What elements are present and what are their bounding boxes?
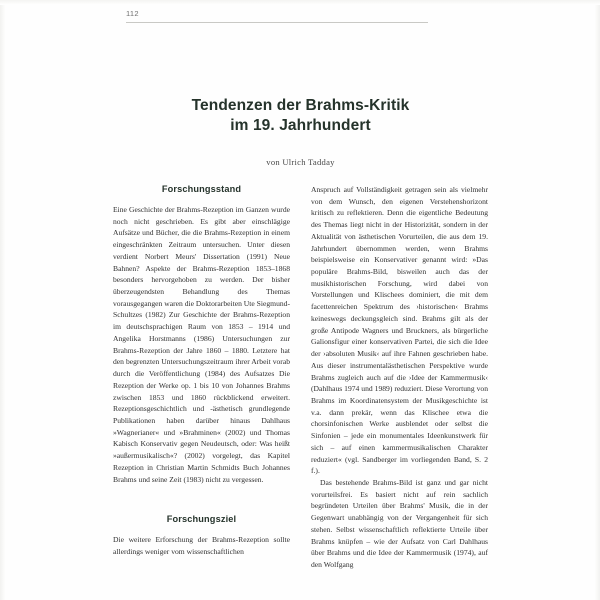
- title-block: [113, 96, 488, 167]
- column-right: [311, 184, 488, 571]
- paragraph: Die weitere Erforschung der Brahms-Rezeption sollte allerdings weniger vom wissenschaftlichen: [113, 535, 290, 556]
- page-number: 112: [126, 9, 139, 18]
- header-rule: [126, 22, 428, 23]
- page-edge-shadow-top: [0, 0, 600, 5]
- author-byline: von Ulrich Tadday: [266, 156, 335, 167]
- page-title: [113, 96, 488, 137]
- section-heading-forschungsziel: Forschungsziel: [166, 514, 237, 525]
- paragraph: Anspruch auf Vollständigkeit getragen sein als vielmehr von dem Wunsch, den eigenen Verstehenshorizont kritisch zu reflektieren. Denn die eigentliche Bedeutung des Themas liegt nicht in der Historizität, sondern in der Aktualität von ästhetischen Vorurteilen, die aus dem 19. Jahrhundert übernommen werden, wenn Brahms beispielsweise ein Konservativer genannt wird: »Das populäre Brahms-Bild, bisweilen auch das der musikhistorischen Forschung, wird dabei von Vorstellungen und Klischees dominiert, die mit dem facettenreichen Spektrum des ›historischen‹ Brahms keineswegs deckungsgleich sind. Brahms gilt als der große Antipode Wagners und Bruckners, als bürgerliche Galionsfigur einer konservativen Partei, die sich die Idee der ›absoluten Musik‹ auf ihre Fahnen geschrieben habe. Aus dieser instrumentalästhetischen Perspektive wurde Brahms zugleich auch auf die ›Idee der Kammermusik‹ (Dahlhaus 1974 und 1989) reduziert. Diese Verortung von Brahms im Koordinatensystem der Musikgeschichte ist v.a. dann prekär, wenn das Klischee etwa die chorsinfonischen Werke ausblendet oder selbst die Sinfonien – jede ein monumentales Ideenkunstwerk für sich – auf einen kammermusikalischen Charakter reduziert« (vgl. Sandberger im vorliegenden Band, S. 2 f.).: [311, 185, 488, 476]
- page-edge-shadow-left: [0, 0, 6, 600]
- page-edge-shadow-right: [594, 0, 600, 600]
- column-left: [113, 184, 290, 558]
- running-head: [126, 9, 428, 25]
- section-heading-forschungsstand: Forschungsstand: [161, 184, 242, 194]
- article-body: [113, 184, 488, 574]
- title-line-2: im 19. Jahrhundert: [230, 117, 371, 135]
- paragraph: Das bestehende Brahms-Bild ist ganz und gar nicht vorurteilsfrei. Es basiert nicht auf rein sachlich begründeten Urteilen über Brahms' Musik, die in der Gegenwart unabhängig von der Vergangenheit für sich stehen. Selbst wissenschaftlich reflektierte Urteile über Brahms knüpfen – wie der Aufsatz von Carl Dahlhaus über Brahms und die Idee der Kammermusik (1974), auf den Wolfgang: [311, 477, 488, 569]
- paragraph: Eine Geschichte der Brahms-Rezeption im Ganzen wurde noch nicht geschrieben. Es gibt aber einschlägige Aufsätze und Bücher, die die Brahms-Rezeption in einem eingeschränkten Zeitraum untersuchen. Unter diesen verdient Norbert Meurs' Dissertation (1991) Neue Bahnen? Aspekte der Brahms-Rezeption 1853–1868 besonders hervorgehoben zu werden. Der bisher überzeugendsten Behandlung des Themas vorausgegangen waren die Doktorarbeiten Ute Siegmund-Schultzes (1982) Zur Geschichte der Brahms-Rezeption im deutschsprachigen Raum von 1853 – 1914 und Angelika Horstmanns (1986) Untersuchungen zur Brahms-Rezeption der Jahre 1860 – 1880. Letztere hat den begrenzten Untersuchungszeitraum ihrer Arbeit vorab durch die Veröffentlichung (1984) des Aufsatzes Die Rezeption der Werke op. 1 bis 10 von Johannes Brahms zwischen 1853 und 1860 rückblickend erweitert. Rezeptionsgeschichtlich und -ästhetisch grundlegende Publikationen haben darüber hinaus Dahlhaus »Wagnerianer« und »Brahminen« (2002) und Thomas Kabisch Konservativ gegen Neudeutsch, oder: Was heißt »außermusikalisch«? (2002) vorgelegt, das Kapitel Rezeption in Christian Martin Schmidts Buch Johannes Brahms und seine Zeit (1983) nicht zu vergessen.: [113, 205, 290, 484]
- title-line-1: Tendenzen der Brahms-Kritik: [191, 97, 410, 114]
